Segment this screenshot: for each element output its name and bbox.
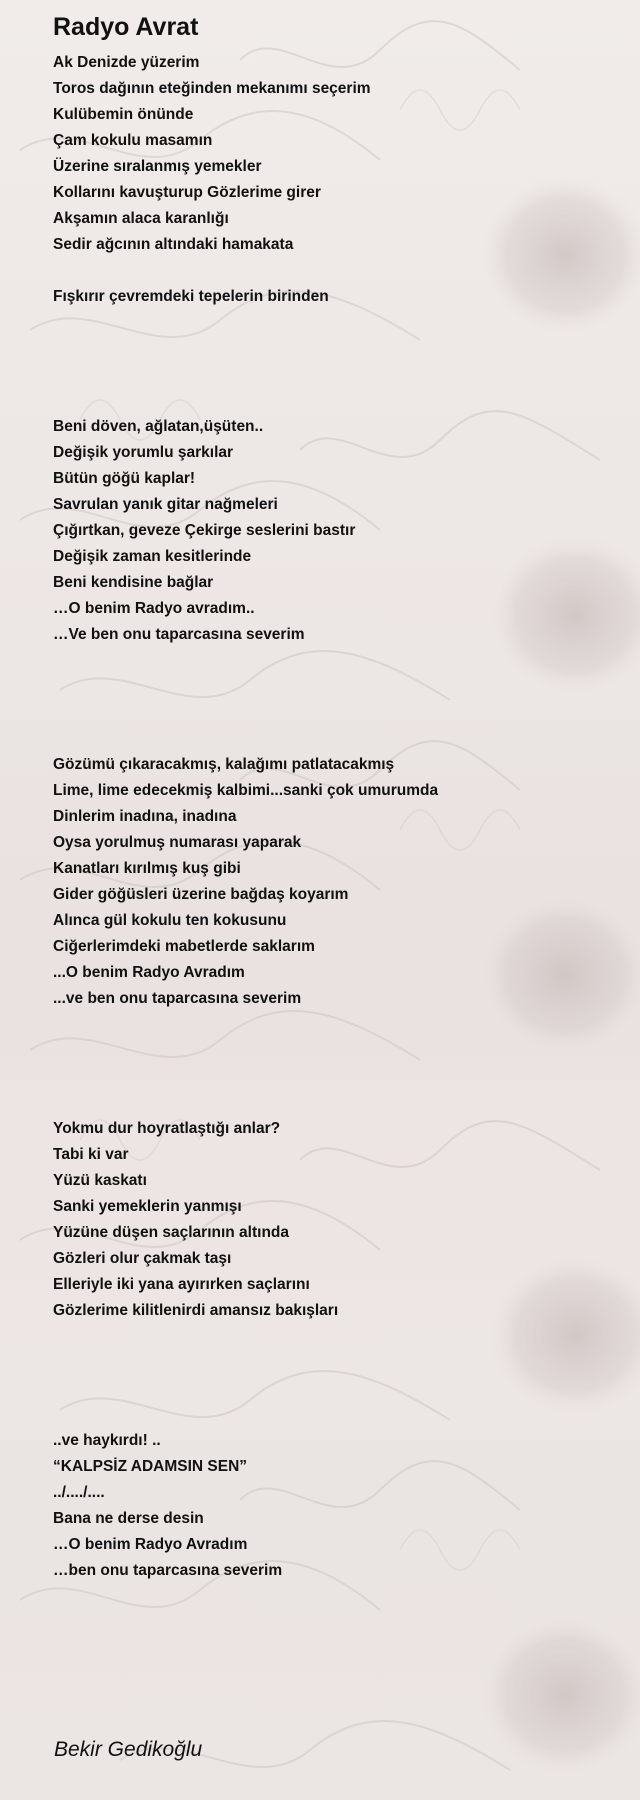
stanza-6 [53, 1428, 613, 1584]
poem-line: Tabi ki var [53, 1146, 129, 1163]
poem-line: Sedir ağcının altındaki hamakata [53, 236, 294, 253]
poem-line: Kanatları kırılmış kuş gibi [53, 860, 241, 877]
poem-line: ...ve ben onu taparcasına severim [53, 990, 302, 1007]
poem-line: ...O benim Radyo Avradım [53, 964, 245, 981]
poem-line: Dinlerim inadına, inadına [53, 808, 237, 825]
poem-line: Ak Denizde yüzerim [53, 54, 200, 71]
poem-line: Beni kendisine bağlar [53, 574, 214, 591]
poem-line: Sanki yemeklerin yanmışı [53, 1198, 242, 1215]
poem-line: Yüzüne düşen saçlarının altında [53, 1224, 289, 1241]
poem-line: Gözleri olur çakmak taşı [53, 1250, 232, 1267]
poem-line: Üzerine sıralanmış yemekler [53, 158, 262, 175]
poem-line: “KALPSİZ ADAMSIN SEN” [53, 1458, 248, 1475]
poem-line: Değişik zaman kesitlerinde [53, 548, 252, 565]
poem-line: Yokmu dur hoyratlaştığı anlar? [53, 1120, 281, 1137]
stanza-gap [53, 648, 613, 752]
poem-line: Oysa yorulmuş numarası yaparak [53, 834, 302, 851]
poem-line: Gider göğüsleri üzerine bağdaş koyarım [53, 886, 349, 903]
poem-line: …O benim Radyo avradım.. [53, 600, 255, 617]
poem-line: Gözümü çıkaracakmış, kalağımı patlatacakmış [53, 756, 395, 773]
poem-line: …O benim Radyo Avradım [53, 1536, 248, 1553]
poem-line: …Ve ben onu taparcasına severim [53, 626, 305, 643]
poem-line: Yüzü kaskatı [53, 1172, 147, 1189]
poem-line: …ben onu taparcasına severim [53, 1562, 283, 1579]
stanza-1 [53, 50, 613, 258]
poem-line: ..ve haykırdı! .. [53, 1432, 161, 1449]
poem-body [53, 50, 613, 1584]
poem-line: Savrulan yanık gitar nağmeleri [53, 496, 278, 513]
poem-line: Çam kokulu masamın [53, 132, 213, 149]
poem-line: Bütün göğü kaplar! [53, 470, 196, 487]
stanza-5 [53, 1116, 613, 1324]
poem-line: Kollarını kavuşturup Gözlerime girer [53, 184, 321, 201]
poem-line: Çığırtkan, geveze Çekirge seslerini bastır [53, 522, 356, 539]
stanza-2 [53, 284, 613, 310]
stanza-gap [53, 1324, 613, 1428]
poem-line: Kulübemin önünde [53, 106, 194, 123]
poem-line: Fışkırır çevremdeki tepelerin birinden [53, 288, 329, 305]
poem-line: Gözlerime kilitlenirdi amansız bakışları [53, 1302, 339, 1319]
poem-line: Bana ne derse desin [53, 1510, 204, 1527]
poem-line: Değişik yorumlu şarkılar [53, 444, 234, 461]
poem-line: Elleriyle iki yana ayırırken saçlarını [53, 1276, 310, 1293]
poem-author: Bekir Gedikoğlu [54, 1738, 203, 1761]
poem-line: Akşamın alaca karanlığı [53, 210, 229, 227]
poem-line: Alınca gül kokulu ten kokusunu [53, 912, 287, 929]
stanza-gap [53, 1012, 613, 1116]
poem-line: Beni döven, ağlatan,üşüten.. [53, 418, 264, 435]
stanza-3 [53, 414, 613, 648]
stanza-4 [53, 752, 613, 1012]
poem-line: Lime, lime edecekmiş kalbimi...sanki çok umurumda [53, 782, 439, 799]
poem-title: Radyo Avrat [53, 13, 199, 41]
stanza-gap [53, 258, 613, 284]
poem-line: Toros dağının eteğinden mekanımı seçerim [53, 80, 371, 97]
poem-line: Ciğerlerimdeki mabetlerde saklarım [53, 938, 315, 955]
poem-line: ../..../.... [53, 1484, 105, 1501]
stanza-gap [53, 310, 613, 414]
